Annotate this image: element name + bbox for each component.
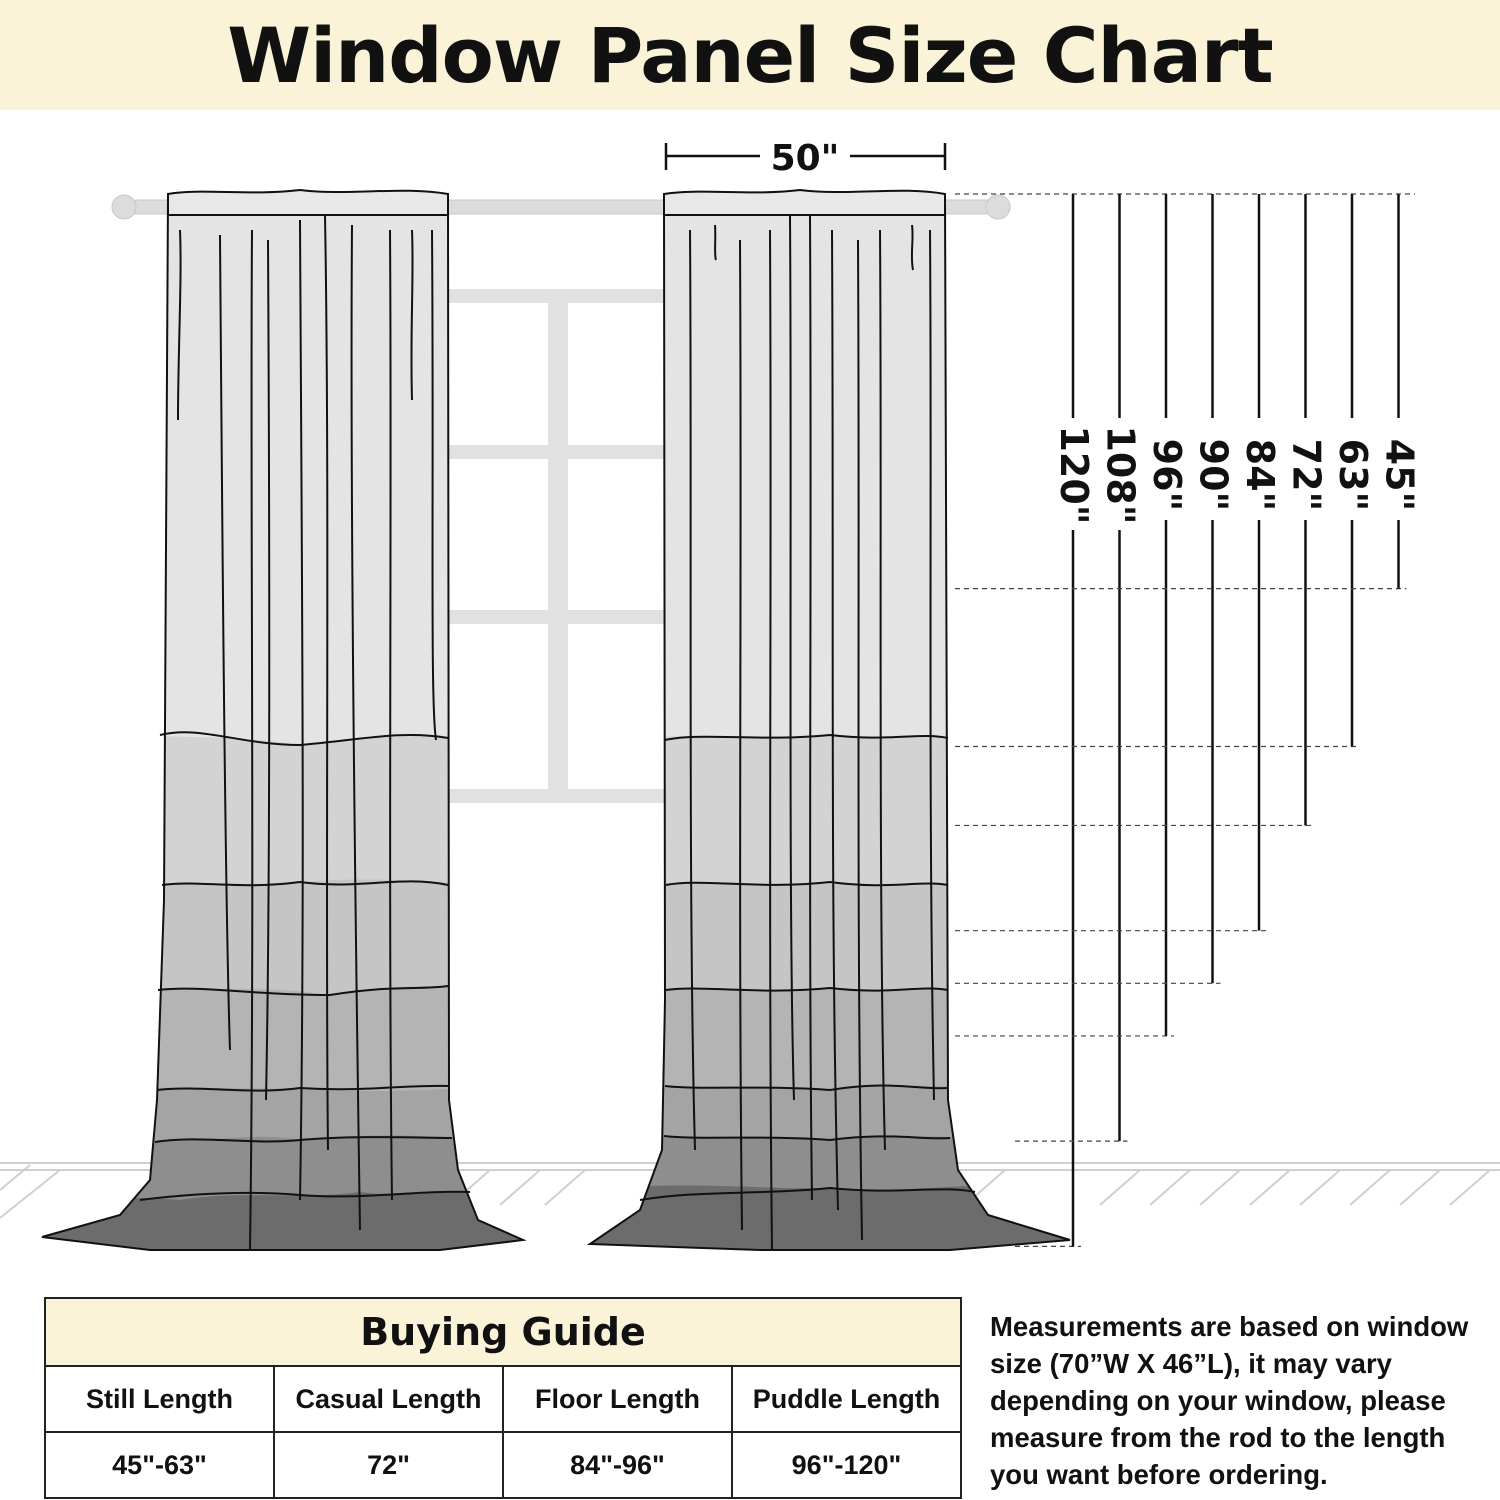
length-label: 45" [1377, 438, 1422, 512]
column-header-floor: Floor Length [503, 1366, 732, 1432]
length-guides [955, 194, 1422, 1246]
band-7 [30, 190, 530, 745]
length-label: 108" [1098, 425, 1143, 525]
curtain-illustration [0, 110, 1500, 1290]
buying-guide-table [44, 1297, 962, 1499]
length-label: 63" [1331, 438, 1375, 512]
length-label: 84" [1238, 438, 1282, 512]
length-label: 96" [1145, 438, 1189, 512]
value-floor: 84"-96" [503, 1432, 732, 1498]
value-casual: 72" [274, 1432, 503, 1498]
right-curtain-panel [580, 190, 1080, 1260]
value-puddle: 96"-120" [732, 1432, 961, 1498]
window-frame [448, 289, 664, 803]
title-banner [0, 0, 1500, 110]
measurement-note: Measurements are based on window size (70”W X 46”L), it may vary depending on your window, please measure from the rod to the length you want before ordering. [990, 1311, 1469, 1490]
column-header-still: Still Length [45, 1366, 274, 1432]
column-header-puddle: Puddle Length [732, 1366, 961, 1432]
buying-guide-title: Buying Guide [45, 1298, 961, 1366]
value-still: 45"-63" [45, 1432, 274, 1498]
length-label: 72" [1284, 438, 1329, 512]
length-label: 120" [1052, 425, 1096, 525]
length-label: 90" [1191, 438, 1236, 512]
column-header-casual: Casual Length [274, 1366, 503, 1432]
band-7 [580, 190, 1080, 740]
left-curtain-panel [30, 190, 530, 1260]
page-title: Window Panel Size Chart [227, 10, 1273, 100]
width-label: 50" [770, 138, 840, 179]
